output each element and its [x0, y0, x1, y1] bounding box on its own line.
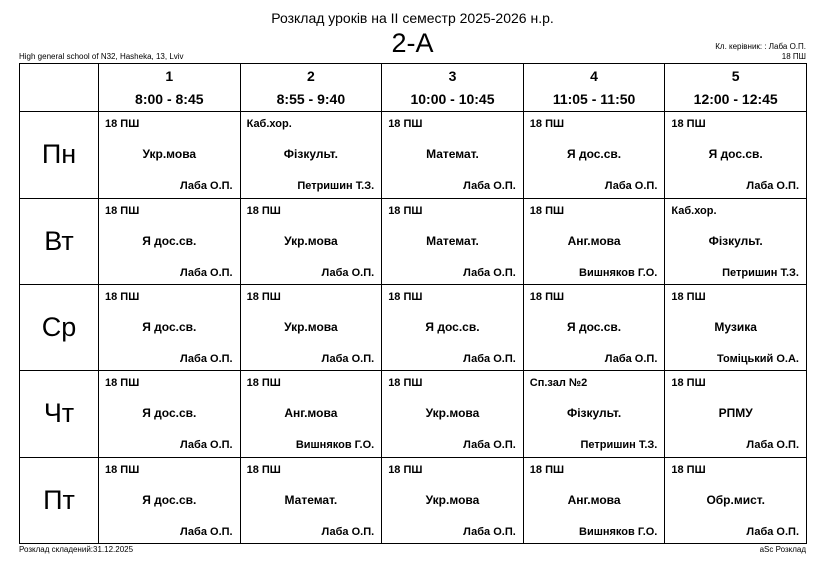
lesson-subject: Я дос.св. [142, 406, 197, 421]
lesson-teacher: Вишняков Г.О. [579, 266, 658, 279]
lesson-cell [240, 112, 382, 198]
lesson-cell [665, 457, 807, 543]
lesson-teacher: Лаба О.П. [179, 439, 233, 452]
home-room: 18 ПШ [781, 52, 806, 61]
lesson-subject: Укр.мова [284, 319, 338, 334]
lesson-subject: Укр.мова [425, 406, 480, 421]
lesson-cell [240, 284, 382, 370]
lesson-subject: Математ. [426, 147, 479, 162]
period-number: 2 [306, 68, 315, 84]
period-header [523, 64, 665, 112]
lesson-room: 18 ПШ [246, 463, 281, 476]
lesson-cell [665, 198, 807, 284]
lesson-teacher: Лаба О.П. [179, 352, 233, 365]
lesson-subject: Я дос.св. [708, 147, 763, 162]
lesson-subject: Музика [714, 319, 757, 334]
lesson-teacher: Вишняков Г.О. [295, 439, 375, 452]
lesson-room: 18 ПШ [529, 463, 565, 476]
lesson-cell [240, 198, 382, 284]
lesson-cell [240, 371, 382, 457]
lesson-cell [99, 198, 241, 284]
lesson-cell [665, 112, 807, 198]
lesson-room: 18 ПШ [105, 118, 140, 131]
period-header-row [20, 64, 807, 112]
lesson-subject: Я дос.св. [142, 319, 197, 334]
lesson-subject: Обр.мист. [706, 492, 765, 507]
school-name: High general school of N32, Hasheka, 13, Lviv [19, 52, 184, 61]
lesson-subject: Укр.мова [142, 147, 197, 162]
class-teacher: Кл. керівник: : Лаба О.П. [715, 42, 806, 51]
lesson-cell [523, 457, 665, 543]
lesson-room: 18 ПШ [529, 118, 565, 131]
lesson-cell [382, 112, 524, 198]
day-label: Пн [20, 112, 99, 198]
lesson-teacher: Лаба О.П. [604, 180, 658, 193]
day-row [20, 198, 807, 284]
period-header [99, 64, 241, 112]
lesson-teacher: Петришин Т.З. [297, 180, 375, 193]
class-name: 2-А [391, 28, 434, 58]
lesson-cell [382, 457, 524, 543]
lesson-room: 18 ПШ [671, 463, 706, 476]
lesson-room: Каб.хор. [671, 204, 717, 217]
lesson-subject: Анг.мова [284, 406, 338, 421]
lesson-room: 18 ПШ [388, 377, 423, 390]
lesson-room: 18 ПШ [105, 204, 140, 217]
lesson-teacher: Петришин Т.З. [580, 439, 658, 452]
lesson-subject: РПМУ [718, 406, 753, 421]
period-header [382, 64, 524, 112]
lesson-teacher: Лаба О.П. [463, 439, 516, 452]
corner-cell [20, 64, 99, 112]
day-label: Вт [20, 198, 99, 284]
lesson-cell [382, 284, 524, 370]
lesson-subject: Я дос.св. [142, 492, 197, 507]
lesson-cell [665, 284, 807, 370]
period-number: 1 [165, 68, 174, 84]
lesson-room: 18 ПШ [671, 377, 706, 390]
lesson-room: 18 ПШ [105, 290, 140, 303]
lesson-subject: Анг.мова [567, 233, 621, 248]
lesson-cell [665, 371, 807, 457]
lesson-cell [240, 457, 382, 543]
lesson-teacher: Лаба О.П. [179, 180, 233, 193]
lesson-teacher: Лаба О.П. [321, 352, 375, 365]
lesson-cell [523, 112, 665, 198]
lesson-teacher: Лаба О.П. [179, 266, 233, 279]
lesson-teacher: Петришин Т.З. [722, 266, 799, 279]
lesson-subject: Математ. [426, 233, 479, 248]
lesson-teacher: Томіцький О.А. [716, 352, 799, 365]
lesson-teacher: Лаба О.П. [179, 525, 233, 538]
lesson-room: Каб.хор. [246, 118, 292, 131]
lesson-cell [99, 284, 241, 370]
lesson-cell [99, 371, 241, 457]
period-time: 12:00 - 12:45 [693, 91, 778, 107]
lesson-subject: Я дос.св. [567, 319, 622, 334]
day-label: Чт [20, 371, 99, 457]
lesson-teacher: Лаба О.П. [463, 525, 516, 538]
lesson-room: 18 ПШ [388, 118, 423, 131]
lesson-room: 18 ПШ [246, 290, 281, 303]
period-header [240, 64, 382, 112]
day-row [20, 457, 807, 543]
app-credit: aSc Розклад [759, 545, 806, 554]
day-row [20, 371, 807, 457]
period-time: 8:00 - 8:45 [135, 91, 204, 107]
lesson-subject: Математ. [284, 492, 338, 507]
lesson-room: 18 ПШ [671, 118, 706, 131]
lesson-subject: Фізкульт. [283, 147, 338, 162]
lesson-teacher: Вишняков Г.О. [579, 525, 658, 538]
lesson-cell [523, 198, 665, 284]
lesson-cell [382, 198, 524, 284]
lesson-room: 18 ПШ [388, 204, 423, 217]
lesson-subject: Фізкульт. [708, 233, 763, 248]
day-label: Ср [20, 284, 99, 370]
lesson-room: 18 ПШ [246, 377, 281, 390]
created-date: Розклад складений:31.12.2025 [19, 545, 134, 554]
lesson-teacher: Лаба О.П. [746, 439, 799, 452]
lesson-teacher: Лаба О.П. [321, 525, 375, 538]
lesson-room: Сп.зал №2 [529, 377, 588, 390]
day-label: Пт [20, 457, 99, 543]
lesson-room: 18 ПШ [529, 290, 565, 303]
lesson-subject: Фізкульт. [566, 406, 622, 421]
period-time: 11:05 - 11:50 [552, 91, 636, 107]
period-number: 4 [590, 68, 598, 84]
period-header [665, 64, 807, 112]
lesson-teacher: Лаба О.П. [463, 266, 516, 279]
schedule-title: Розклад уроків на ІІ семестр 2025-2026 н.р. [271, 10, 554, 26]
period-time: 8:55 - 9:40 [276, 91, 346, 107]
period-number: 3 [448, 68, 457, 84]
timetable [19, 63, 807, 544]
lesson-teacher: Лаба О.П. [604, 352, 658, 365]
lesson-subject: Анг.мова [567, 492, 621, 507]
lesson-subject: Я дос.св. [142, 233, 197, 248]
lesson-teacher: Лаба О.П. [321, 266, 375, 279]
lesson-cell [382, 371, 524, 457]
period-number: 5 [731, 68, 740, 84]
lesson-teacher: Лаба О.П. [463, 180, 516, 193]
lesson-teacher: Лаба О.П. [463, 352, 516, 365]
lesson-cell [99, 112, 241, 198]
lesson-teacher: Лаба О.П. [746, 525, 799, 538]
lesson-room: 18 ПШ [105, 463, 140, 476]
lesson-cell [523, 284, 665, 370]
day-row [20, 112, 807, 198]
period-time: 10:00 - 10:45 [410, 91, 495, 107]
day-row [20, 284, 807, 370]
lesson-room: 18 ПШ [671, 290, 706, 303]
lesson-room: 18 ПШ [529, 204, 565, 217]
class-teacher-info [715, 42, 806, 62]
lesson-subject: Укр.мова [425, 492, 480, 507]
lesson-room: 18 ПШ [388, 290, 423, 303]
lesson-subject: Я дос.св. [425, 319, 480, 334]
lesson-room: 18 ПШ [388, 463, 423, 476]
lesson-cell [99, 457, 241, 543]
lesson-subject: Укр.мова [284, 233, 338, 248]
lesson-cell [523, 371, 665, 457]
lesson-subject: Я дос.св. [567, 147, 622, 162]
lesson-teacher: Лаба О.П. [746, 180, 799, 193]
lesson-room: 18 ПШ [105, 377, 140, 390]
lesson-room: 18 ПШ [246, 204, 281, 217]
